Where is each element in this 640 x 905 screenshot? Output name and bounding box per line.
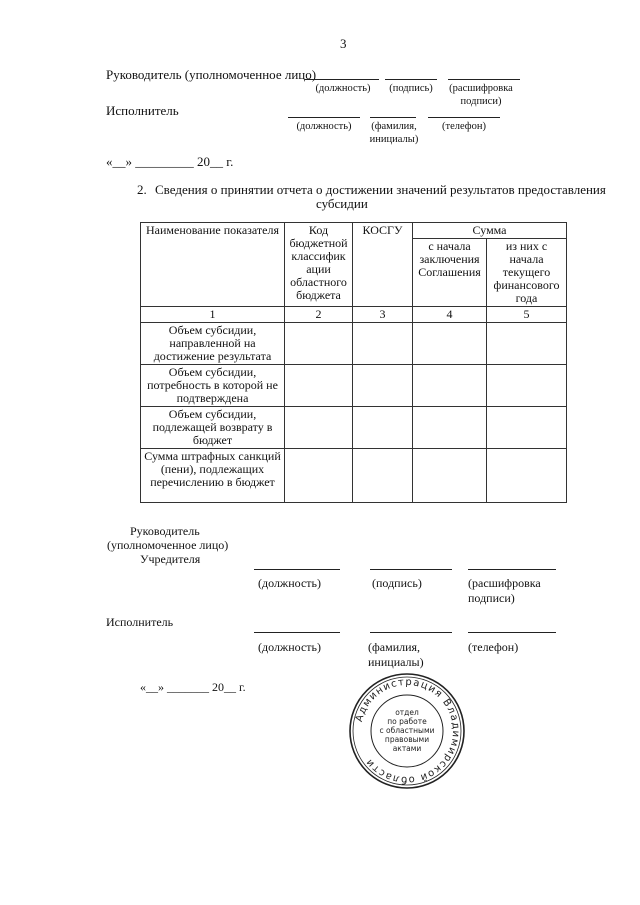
table-cell <box>285 323 353 365</box>
header-name: Наименование показателя <box>141 223 285 307</box>
header-sum-total: с начала заключения Соглашения <box>413 239 487 307</box>
stamp-ring-text: Администрация Владимирской области <box>353 676 462 786</box>
section-title-line2: субсидии <box>316 196 368 211</box>
row-label: Объем субсидии, направленной на достижение результата <box>141 323 285 365</box>
table-cell <box>285 407 353 449</box>
caption-signature: (подпись) <box>372 576 422 590</box>
section-number: 2. <box>137 182 147 197</box>
head-line2: (уполномоченное лицо) <box>107 538 229 552</box>
col-number: 5 <box>487 307 567 323</box>
row-label: Объем субсидии, потребность в которой не подтверждена <box>141 365 285 407</box>
table-cell <box>487 449 567 503</box>
header-sum-year: из них с начала текущего финансового года <box>487 239 567 307</box>
caption-position: (должность) <box>296 121 352 132</box>
date-line: «__» _______ 20__ г. <box>140 680 246 694</box>
official-stamp <box>347 671 467 791</box>
caption-decoding: (расшифровка подписи) <box>449 83 513 107</box>
table-cell <box>413 365 487 407</box>
row-label: Сумма штрафных санкций (пени), подлежащих перечислению в бюджет <box>141 449 285 503</box>
stamp-line: по работе <box>387 717 427 726</box>
table-cell <box>413 449 487 503</box>
signature-line <box>468 569 556 570</box>
report-table <box>140 222 567 503</box>
table-row <box>141 407 567 449</box>
table-cell <box>413 407 487 449</box>
executor-label: Исполнитель <box>106 615 174 629</box>
table-cell <box>353 323 413 365</box>
signature-line <box>370 632 452 633</box>
caption-position: (должность) <box>315 83 371 94</box>
stamp-line: правовыми <box>384 735 430 744</box>
section-title-line1: Сведения о принятии отчета о достижении значений результатов предоставления <box>155 182 606 197</box>
table-cell <box>285 449 353 503</box>
stamp-line: отдел <box>395 708 419 717</box>
head-line1: Руководитель <box>130 524 200 538</box>
table-cell <box>487 323 567 365</box>
stamp-line: с областными <box>379 726 435 735</box>
col-number: 1 <box>141 307 285 323</box>
row-label: Объем субсидии, подлежащей возврату в бюджет <box>141 407 285 449</box>
signature-line <box>428 117 500 118</box>
table-cell <box>353 365 413 407</box>
col-number: 4 <box>413 307 487 323</box>
signature-line <box>385 79 437 80</box>
table-row <box>141 323 567 365</box>
caption-decoding: (расшифровка подписи) <box>468 576 541 605</box>
signature-line <box>305 79 379 80</box>
signature-line <box>370 117 416 118</box>
stamp-line: актами <box>392 744 422 753</box>
signature-line <box>468 632 556 633</box>
signature-line <box>370 569 452 570</box>
date-line: «__» _________ 20__ г. <box>106 154 234 169</box>
caption-phone: (телефон) <box>468 640 519 654</box>
header-code: Код бюджетной классифик ации областного бюджета <box>285 223 353 307</box>
col-number: 3 <box>353 307 413 323</box>
col-number: 2 <box>285 307 353 323</box>
head-line3: Учредителя <box>140 552 201 566</box>
table-cell <box>353 449 413 503</box>
table-row <box>141 365 567 407</box>
caption-phone: (телефон) <box>442 121 486 132</box>
table-cell <box>413 323 487 365</box>
table-cell <box>487 365 567 407</box>
executor-label: Исполнитель <box>106 103 179 118</box>
caption-position: (должность) <box>258 640 321 654</box>
header-kosgu: КОСГУ <box>353 223 413 307</box>
table-cell <box>487 407 567 449</box>
signature-line <box>448 79 520 80</box>
table-cell <box>353 407 413 449</box>
header-sum: Сумма <box>413 223 567 239</box>
head-label: Руководитель (уполномоченное лицо) <box>106 67 317 82</box>
table-cell <box>285 365 353 407</box>
caption-name: (фамилия, инициалы) <box>368 640 424 669</box>
caption-name: (фамилия, инициалы) <box>369 121 419 145</box>
caption-signature: (подпись) <box>389 83 433 94</box>
signature-line <box>254 569 340 570</box>
table-row <box>141 449 567 503</box>
signature-line <box>288 117 360 118</box>
caption-position: (должность) <box>258 576 321 590</box>
signature-line <box>254 632 340 633</box>
page-number: 3 <box>340 36 347 51</box>
